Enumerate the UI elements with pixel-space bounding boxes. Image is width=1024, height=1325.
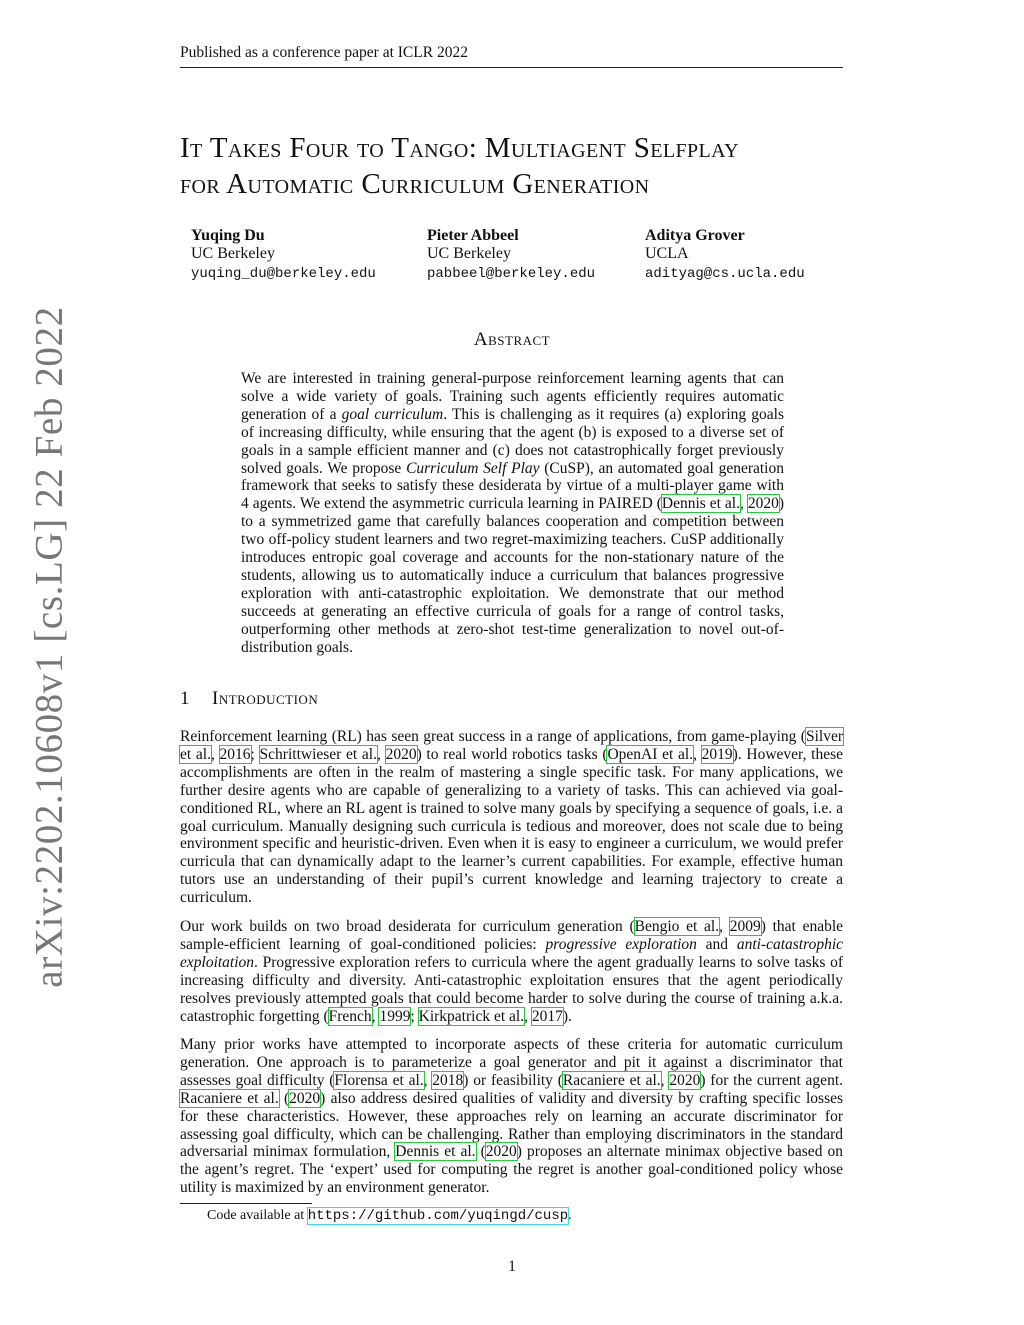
author-block: [645, 227, 805, 283]
arxiv-identifier: arXiv:2202.10608v1 [cs.LG] 22 Feb 2022: [27, 306, 71, 988]
citation-link[interactable]: Schrittwieser et al.: [259, 745, 377, 763]
citation-year-link[interactable]: 2019: [701, 745, 733, 763]
citation-link[interactable]: Racaniere et al.: [562, 1071, 661, 1089]
citation-link[interactable]: Kirkpatrick et al.: [418, 1007, 525, 1025]
author-name: Pieter Abbeel: [427, 227, 519, 244]
citation-year-link[interactable]: 2020: [289, 1089, 321, 1107]
author-affiliation: UC Berkeley: [427, 245, 511, 262]
citation-year-link[interactable]: 2016: [219, 745, 251, 763]
author-affiliation: UC Berkeley: [191, 245, 275, 262]
citation-link[interactable]: Dennis et al.: [661, 495, 740, 513]
intro-paragraph-1: Reinforcement learning (RL) has seen great success in a range of applications, from game-playing (Silver et al., 2016; Schrittwieser et al., 2020) to real world robotics tasks (OpenAI et al., 2019). However, these accomplishments are often in the realm of mastering a single specific task. For many applications, we further desire agents who are capable of generalizing to a variety of tasks. This can achieved via goal-conditioned RL, where an RL agent is trained to solve many goals by specifying a sequence of goals, i.e. a goal curriculum. Manually designing such curricula is tedious and moreover, does not scale due to being environment specific and heuristic-driven. Even when it is easy to engineer a curriculum, we would prefer curricula that can dynamically adapt to the learner’s current capabilities. For example, effective human tutors use an understanding of their pupil’s current knowledge and learning trajectory to create a curriculum.: [180, 728, 843, 907]
citation-link[interactable]: Bengio et al.: [634, 918, 720, 935]
citation-year-link[interactable]: 2020: [485, 1143, 517, 1161]
citation-year-link[interactable]: 2020: [747, 495, 779, 513]
author-block: [427, 227, 595, 283]
citation-year-link[interactable]: 2009: [729, 918, 761, 935]
title-line-1: It Takes Four to Tango: Multiagent Selfplay: [180, 132, 739, 164]
citation-link[interactable]: Racaniere et al.: [180, 1089, 279, 1107]
citation-year-link[interactable]: 2017: [531, 1007, 563, 1025]
abstract-body: We are interested in training general-purpose reinforcement learning agents that can solve a wide variety of goals. Training such agents efficiently requires automatic generation of a goal curriculum. This is challenging as it requires (a) exploring goals of increasing difficulty, while ensuring that the agent (b) is exposed to a diverse set of goals in a sample efficient manner and (c) does not catastrophically forget previously solved goals. We propose Curriculum Self Play (CuSP), an automated goal generation framework that seeks to satisfy these desiderata by virtue of a multi-player game with 4 agents. We extend the asymmetric curricula learning in PAIRED (Dennis et al., 2020) to a symmetrized game that carefully balances cooperation and competition between two off-policy student learners and two regret-maximizing teachers. CuSP additionally introduces entropic goal coverage and accounts for the non-stationary nature of the students, allowing us to automatically induce a curriculum that balances progressive exploration with anti-catastrophic exploitation. We demonstrate that our method succeeds at generating an effective curricula of goals for a range of control tasks, outperforming other methods at zero-shot test-time generalization to novel out-of-distribution goals.: [241, 370, 784, 656]
citation-year-link[interactable]: 2020: [669, 1071, 701, 1089]
page-number: 1: [508, 1258, 516, 1275]
author-email[interactable]: adityag@cs.ucla.edu: [645, 266, 805, 282]
citation-link[interactable]: Dennis et al.: [395, 1143, 476, 1161]
citation-year-link[interactable]: 2020: [385, 745, 417, 763]
author-block: [191, 227, 376, 283]
footnote-divider: [180, 1203, 312, 1204]
running-header: Published as a conference paper at ICLR 2022: [180, 44, 843, 68]
paper-title: [180, 130, 860, 202]
abstract-heading: Abstract: [473, 329, 551, 350]
intro-paragraph-2: Our work builds on two broad desiderata for curriculum generation (Bengio et al., 2009) that enable sample-efficient learning of goal-conditioned policies: progressive exploration and anti-catastrophic exploitation. Progressive exploration refers to curricula where the agent gradually learns to solve tasks of increasing difficulty and diversity. Anti-catastrophic exploitation ensures that the agent periodically resolves previously attempted goals that could become harder to solve during the course of training a.k.a. catastrophic forgetting (French, 1999; Kirkpatrick et al., 2017).: [180, 918, 844, 1025]
author-affiliation: UCLA: [645, 245, 689, 262]
intro-paragraph-3: Many prior works have attempted to incorporate aspects of these criteria for automatic curriculum generation. One approach is to parameterize a goal generator and pit it against a discriminator that assesses goal difficulty (Florensa et al., 2018) or feasibility (Racaniere et al., 2020) for the current agent. Racaniere et al. (2020) also address desired qualities of validity and diversity by crafting specific losses for these characteristics. However, these approaches rely on learning an accurate discriminator for assessing goal difficulty, which can be challenging. Rather than employing discriminators in the standard adversarial minimax formulation, Dennis et al. (2020) proposes an alternate minimax objective based on the agent’s regret. The ‘expert’ used for computing the regret is another goal-conditioned policy whose utility is maximized by an environment generator.: [180, 1036, 844, 1197]
title-line-2: for Automatic Curriculum Generation: [180, 168, 650, 200]
citation-link[interactable]: OpenAI et al.: [607, 745, 694, 763]
citation-link[interactable]: French: [328, 1007, 372, 1025]
citation-year-link[interactable]: 1999: [379, 1007, 411, 1025]
author-email[interactable]: yuqing_du@berkeley.edu: [191, 266, 376, 282]
author-name: Yuqing Du: [191, 227, 265, 244]
citation-year-link[interactable]: 2018: [432, 1071, 464, 1089]
footnote: Code available at https://github.com/yuqingd/cusp.: [207, 1208, 572, 1224]
author-email[interactable]: pabbeel@berkeley.edu: [427, 266, 596, 282]
code-url-link[interactable]: https://github.com/yuqingd/cusp: [307, 1208, 569, 1224]
author-name: Aditya Grover: [645, 227, 745, 244]
citation-link[interactable]: Silver et al.: [180, 728, 843, 763]
citation-link[interactable]: Florensa et al.: [334, 1071, 424, 1089]
section-heading-introduction: 1 Introduction: [180, 688, 319, 709]
